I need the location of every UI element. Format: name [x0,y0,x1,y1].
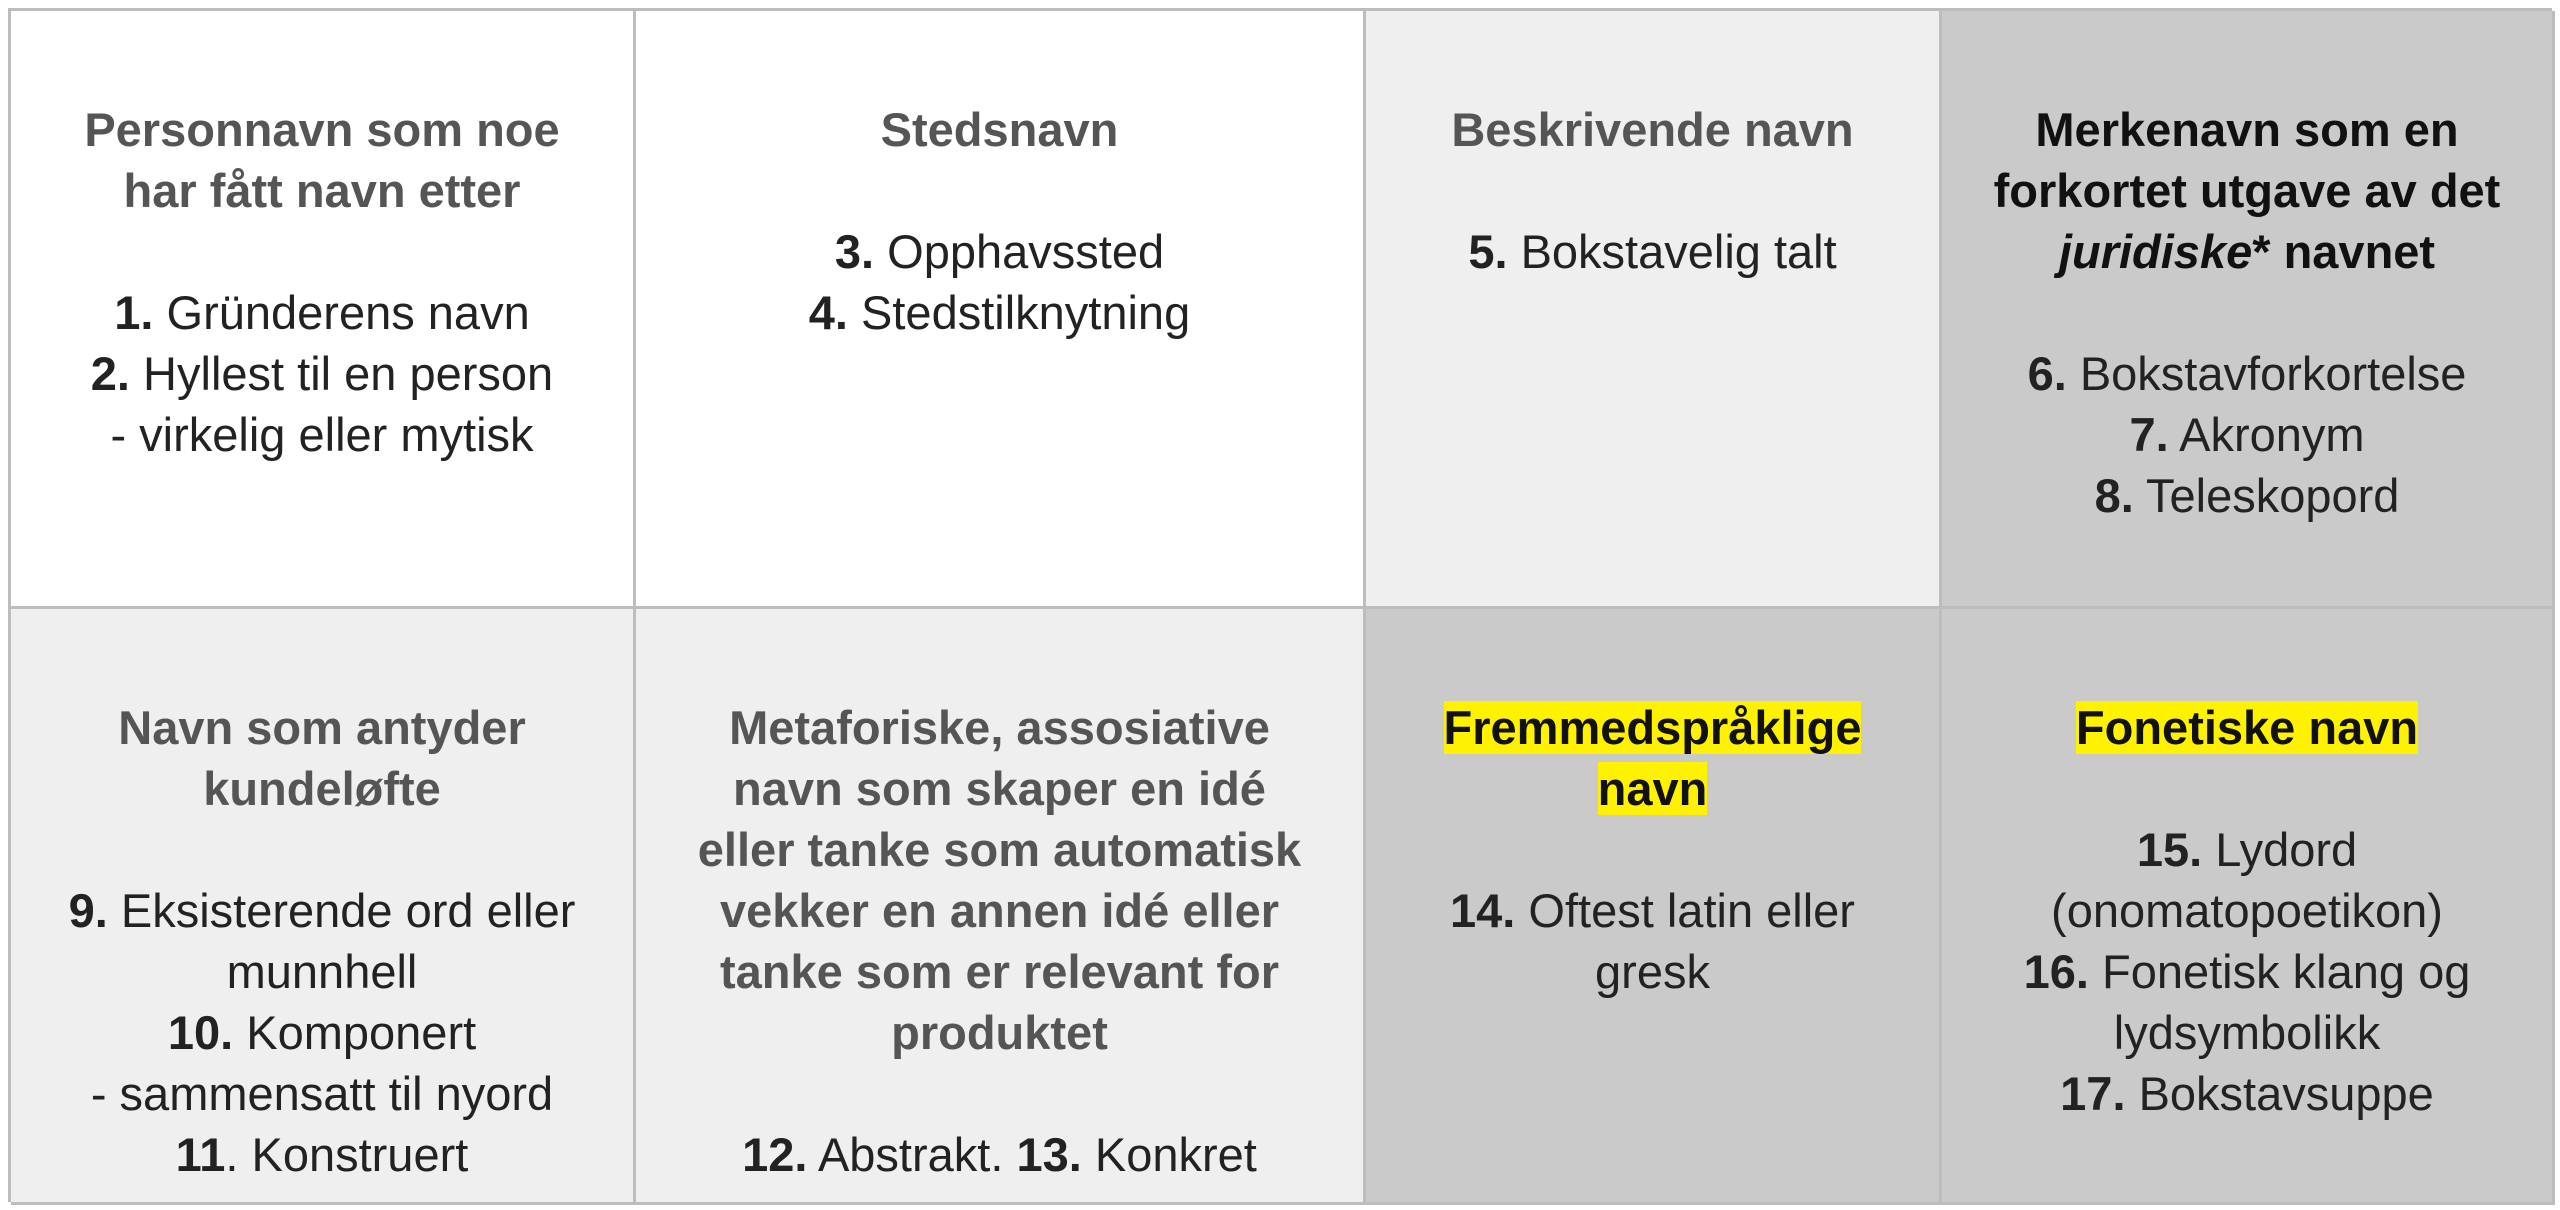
cell-title: Merkenavn som en forkortet utgave av det juridiske* navnet [1993,103,2501,278]
cell-title: Navn som antyder kundeløfte [118,701,526,815]
cell-title: Beskrivende navn [1451,103,1854,156]
list-item: 5. Bokstavelig talt [1468,225,1837,278]
list-item: 8. Teleskopord [2094,469,2400,522]
list-item: 1. Gründerens navn [114,286,530,339]
list-item: 4. Stedstilknytning [808,286,1191,339]
cell-title: Personnavn som noe har fått navn etter [84,103,560,217]
list-item: 11. Konstruert [175,1128,469,1181]
cell-title: Fremmedspråklige navn [1443,701,1862,815]
list-item: lydsymbolikk [2113,1006,2381,1059]
list-item: 17. Bokstavsuppe [2060,1067,2434,1120]
list-item: 15. Lydord [2136,823,2358,876]
list-item: 14. Oftest latin eller [1450,884,1855,937]
cell-fremmedspraaklige [1366,609,1942,1205]
name-categories-table [8,8,2552,1202]
list-item: 2. Hyllest til en person [90,347,554,400]
cell-title: Fonetiske navn [2075,701,2419,754]
cell-merkenavn [1942,11,2555,609]
list-item: 7. Akronym [2129,408,2365,461]
list-item: 12. Abstrakt. 13. Konkret [742,1128,1257,1181]
list-item: gresk [1595,945,1710,998]
cell-beskrivende [1366,11,1942,609]
list-item: 16. Fonetisk klang og [2023,945,2471,998]
list-item: 3. Opphavssted [834,225,1165,278]
cell-personnavn [11,11,636,609]
cell-stedsnavn [636,11,1366,609]
cell-fonetiske [1942,609,2555,1205]
list-item: 10. Komponert [167,1006,477,1059]
list-item: 9. Eksisterende ord eller [68,884,576,937]
list-item: munnhell [226,945,418,998]
cell-title: Stedsnavn [880,103,1119,156]
list-item: - sammensatt til nyord [90,1067,554,1120]
list-item: - virkelig eller mytisk [110,408,534,461]
list-item: 6. Bokstavforkortelse [2027,347,2467,400]
cell-kundeloefte [11,609,636,1205]
cell-title: Metaforiske, assosiative navn som skaper en idé eller tanke som automatisk vekker en annen idé eller tanke som er relevant for produktet [697,701,1302,1059]
list-item: (onomatopoetikon) [2051,884,2443,937]
cell-metaforiske [636,609,1366,1205]
